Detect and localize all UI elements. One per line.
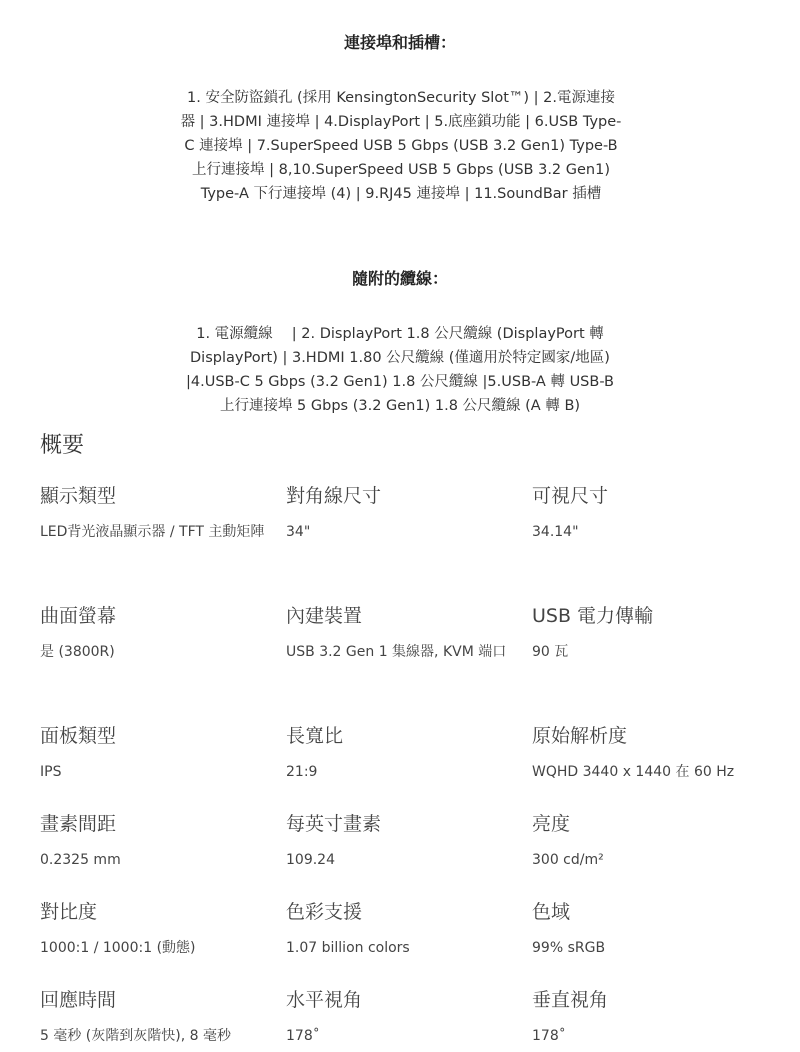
spec-label: 每英寸畫素	[286, 813, 382, 835]
spec-label: 曲面螢幕	[40, 605, 117, 627]
spec-value: 5 毫秒 (灰階到灰階快), 8 毫秒	[40, 1028, 231, 1044]
spec-value: 0.2325 mm	[40, 852, 121, 868]
spec-label: 面板類型	[40, 725, 117, 747]
spec-item	[532, 603, 800, 723]
spec-label: 畫素間距	[40, 813, 117, 835]
spec-item	[532, 811, 800, 899]
spec-value: 109.24	[286, 852, 335, 868]
spec-value: 是 (3800R)	[40, 644, 115, 660]
spec-item	[532, 483, 800, 603]
spec-label: 回應時間	[40, 989, 117, 1011]
spec-value: 34"	[286, 524, 311, 540]
spec-item	[286, 603, 532, 723]
spec-value: 1.07 billion colors	[286, 940, 410, 956]
overview-title: 概要	[40, 433, 85, 458]
spec-grid	[40, 483, 800, 1047]
spec-item	[286, 987, 532, 1047]
spec-item	[286, 811, 532, 899]
spec-label: 長寬比	[286, 725, 344, 747]
spec-label: 垂直視角	[532, 989, 609, 1011]
spec-label: 對角線尺寸	[286, 485, 382, 507]
spec-value: USB 3.2 Gen 1 集線器, KVM 端口	[286, 644, 507, 660]
spec-item	[286, 483, 532, 603]
spec-label: 內建裝置	[286, 605, 363, 627]
spec-label: 水平視角	[286, 989, 363, 1011]
spec-value: 90 瓦	[532, 644, 569, 660]
spec-item	[40, 987, 286, 1047]
spec-value: 1000:1 / 1000:1 (動態)	[40, 940, 196, 956]
spec-item	[40, 899, 286, 987]
connectors-text: 1. 安全防盜鎖孔 (採用 KensingtonSecurity Slot™) | 2.電源連接器 | 3.HDMI 連接埠 | 4.DisplayPort | 5.底座鎖功能 | 6.USB Type-C 連接埠 | 7.SuperSpeed USB 5 Gbps (USB 3.2 Gen1) Type-B 上行連接埠 | 8,10.SuperSpeed USB 5 Gbps (USB 3.2 Gen1) Type-A 下行連接埠 (4) | 9.RJ45 連接埠 | 11.SoundBar 插槽	[180, 90, 622, 202]
connectors-title: 連接埠和插槽：	[343, 33, 456, 52]
spec-row	[40, 899, 800, 987]
spec-label: 可視尺寸	[532, 485, 609, 507]
spec-value: 300 cd/m²	[532, 852, 604, 868]
spec-item	[532, 899, 800, 987]
spec-item	[532, 987, 800, 1047]
spec-row	[40, 723, 800, 811]
spec-item	[40, 603, 286, 723]
spec-item	[532, 723, 800, 811]
spec-item	[286, 899, 532, 987]
spec-item	[40, 723, 286, 811]
spec-row	[40, 987, 800, 1047]
spec-value: 99% sRGB	[532, 940, 606, 956]
spec-label: 顯示類型	[40, 485, 117, 507]
spec-label: 對比度	[40, 901, 98, 923]
spec-label: 亮度	[532, 813, 571, 835]
spec-item	[40, 811, 286, 899]
cables-title: 隨附的纜線：	[351, 269, 448, 288]
spec-label: USB 電力傳輸	[532, 605, 654, 627]
spec-value: 34.14"	[532, 524, 579, 540]
spec-item	[286, 723, 532, 811]
spec-label: 色彩支援	[286, 901, 363, 923]
spec-label: 色域	[532, 901, 571, 923]
spec-value: 178˚	[286, 1028, 320, 1044]
spec-value: LED背光液晶顯示器 / TFT 主動矩陣	[40, 524, 265, 540]
spec-row	[40, 483, 800, 603]
cables-text: 1. 電源纜線 | 2. DisplayPort 1.8 公尺纜線 (DisplayPort 轉 DisplayPort) | 3.HDMI 1.80 公尺纜線 (僅適用於特定國家/地區) |4.USB-C 5 Gbps (3.2 Gen1) 1.8 公尺纜線 |5.USB-A 轉 USB-B 上行連接埠 5 Gbps (3.2 Gen1) 1.8 公尺纜線 (A 轉 B)	[186, 326, 614, 414]
spec-value: 178˚	[532, 1028, 566, 1044]
spec-item	[40, 483, 286, 603]
spec-value: IPS	[40, 764, 62, 780]
spec-row	[40, 603, 800, 723]
spec-row	[40, 811, 800, 899]
spec-value: 21:9	[286, 764, 318, 780]
spec-label: 原始解析度	[532, 725, 628, 747]
spec-value: WQHD 3440 x 1440 在 60 Hz	[532, 764, 735, 780]
